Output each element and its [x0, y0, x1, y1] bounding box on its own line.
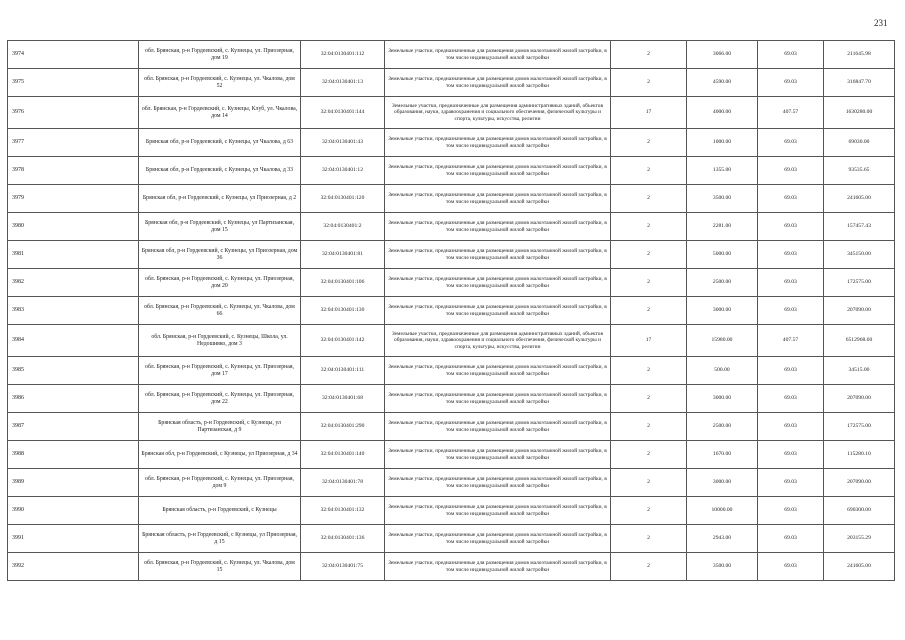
cadastral-number-cell: 32:04:0130401:75 [301, 553, 385, 581]
specific-value-cell: 69.03 [758, 185, 824, 213]
group-code-cell: 2 [611, 385, 687, 413]
address-cell: Брянская обл, р-н Гордеевский, с Кузнецы, ул Чкалова, д 63 [139, 129, 301, 157]
row-number-cell: 3977 [8, 129, 139, 157]
address-cell: обл. Брянская, р-н Гордеевский, с. Кузнецы, ул. Чкалова, дом 52 [139, 69, 301, 97]
specific-value-cell: 69.03 [758, 553, 824, 581]
group-code-cell: 2 [611, 497, 687, 525]
address-cell: обл. Брянская, р-н Гордеевский, с. Кузнецы, Клуб, ул. Чкалова, дом 14 [139, 97, 301, 129]
area-cell: 2500.00 [687, 269, 758, 297]
area-cell: 5000.00 [687, 241, 758, 269]
specific-value-cell: 69.03 [758, 385, 824, 413]
cadastral-number-cell: 32:04:0130401:290 [301, 413, 385, 441]
table-row [8, 441, 895, 469]
address-cell: Брянская область, р-н Гордеевский, с Кузнецы, ул Партизанская, д 9 [139, 413, 301, 441]
cadastral-number-cell: 32:04:0130401:144 [301, 97, 385, 129]
address-cell: Брянская обл, р-н Гордеевский, с Кузнецы, ул Приозерная, дом 36 [139, 241, 301, 269]
group-code-cell: 2 [611, 129, 687, 157]
address-cell: обл. Брянская, р-н Гордеевский, с. Кузнецы, ул. Чкалова, дом 15 [139, 553, 301, 581]
land-use-type-cell: Земельные участки, предназначенные для размещения домов малоэтажной жилой застройки, в том числе индивидуальной жилой застройки [385, 297, 611, 325]
cadastral-value-cell: 690300.00 [824, 497, 895, 525]
group-code-cell: 2 [611, 553, 687, 581]
address-cell: Брянская область, р-н Гордеевский, с Кузнецы, ул Приозерная, д 15 [139, 525, 301, 553]
land-use-type-cell: Земельные участки, предназначенные для размещения домов малоэтажной жилой застройки, в том числе индивидуальной жилой застройки [385, 469, 611, 497]
row-number-cell: 3975 [8, 69, 139, 97]
land-use-type-cell: Земельные участки, предназначенные для размещения домов малоэтажной жилой застройки, в том числе индивидуальной жилой застройки [385, 241, 611, 269]
area-cell: 500.00 [687, 357, 758, 385]
table-row [8, 525, 895, 553]
cadastral-value-cell: 34515.00 [824, 357, 895, 385]
area-cell: 1355.00 [687, 157, 758, 185]
area-cell: 3000.00 [687, 469, 758, 497]
area-cell: 15980.00 [687, 325, 758, 357]
group-code-cell: 2 [611, 41, 687, 69]
land-use-type-cell: Земельные участки, предназначенные для размещения домов малоэтажной жилой застройки, в том числе индивидуальной жилой застройки [385, 413, 611, 441]
area-cell: 1670.00 [687, 441, 758, 469]
specific-value-cell: 407.57 [758, 97, 824, 129]
cadastral-value-cell: 1630280.00 [824, 97, 895, 129]
area-cell: 3000.00 [687, 297, 758, 325]
table-row [8, 269, 895, 297]
specific-value-cell: 69.03 [758, 241, 824, 269]
address-cell: Брянская обл, р-н Гордеевский, с Кузнецы, ул Приозерная, д 2 [139, 185, 301, 213]
table-row [8, 69, 895, 97]
table-row [8, 357, 895, 385]
table-row [8, 213, 895, 241]
area-cell: 4590.00 [687, 69, 758, 97]
table-row [8, 385, 895, 413]
area-cell: 1000.00 [687, 129, 758, 157]
land-use-type-cell: Земельные участки, предназначенные для размещения домов малоэтажной жилой застройки, в том числе индивидуальной жилой застройки [385, 553, 611, 581]
specific-value-cell: 407.57 [758, 325, 824, 357]
land-use-type-cell: Земельные участки, предназначенные для размещения домов малоэтажной жилой застройки, в том числе индивидуальной жилой застройки [385, 213, 611, 241]
land-use-type-cell: Земельные участки, предназначенные для размещения домов малоэтажной жилой застройки, в том числе индивидуальной жилой застройки [385, 129, 611, 157]
row-number-cell: 3990 [8, 497, 139, 525]
group-code-cell: 2 [611, 69, 687, 97]
address-cell: обл. Брянская, р-н Гордеевский, с. Кузнецы, ул. Приозерная, дом 20 [139, 269, 301, 297]
row-number-cell: 3992 [8, 553, 139, 581]
group-code-cell: 2 [611, 413, 687, 441]
row-number-cell: 3974 [8, 41, 139, 69]
cadastral-number-cell: 32:04:0130401:2 [301, 213, 385, 241]
cadastral-number-cell: 32:04:0130401:43 [301, 129, 385, 157]
specific-value-cell: 69.03 [758, 469, 824, 497]
row-number-cell: 3979 [8, 185, 139, 213]
group-code-cell: 17 [611, 325, 687, 357]
cadastral-number-cell: 32:04:0130401:142 [301, 325, 385, 357]
address-cell: обл. Брянская, р-н Гордеевский, с. Кузнецы, ул. Чкалова, дом 66 [139, 297, 301, 325]
table-row [8, 413, 895, 441]
specific-value-cell: 69.03 [758, 41, 824, 69]
cadastral-number-cell: 32:04:0130401:140 [301, 441, 385, 469]
address-cell: обл. Брянская, р-н Гордеевский, с. Кузнецы, ул. Приозерная, дом 9 [139, 469, 301, 497]
cadastral-value-cell: 316847.70 [824, 69, 895, 97]
group-code-cell: 2 [611, 469, 687, 497]
cadastral-value-cell: 157457.43 [824, 213, 895, 241]
cadastral-number-cell: 32:04:0130401:68 [301, 385, 385, 413]
row-number-cell: 3988 [8, 441, 139, 469]
address-cell: обл. Брянская, р-н Гордеевский, с. Кузнецы, ул. Приозерная, дом 22 [139, 385, 301, 413]
row-number-cell: 3981 [8, 241, 139, 269]
row-number-cell: 3978 [8, 157, 139, 185]
land-use-type-cell: Земельные участки, предназначенные для размещения административных зданий, объектов образования, науки, здравоохранения и социального обеспечения, физической культуры и спорта, культуры, искусства, религии [385, 325, 611, 357]
land-use-type-cell: Земельные участки, предназначенные для размещения домов малоэтажной жилой застройки, в том числе индивидуальной жилой застройки [385, 385, 611, 413]
row-number-cell: 3982 [8, 269, 139, 297]
area-cell: 2281.00 [687, 213, 758, 241]
area-cell: 3000.00 [687, 385, 758, 413]
cadastral-number-cell: 32:04:0130401:120 [301, 185, 385, 213]
address-cell: Брянская область, р-н Гордеевский, с Кузнецы [139, 497, 301, 525]
area-cell: 2500.00 [687, 413, 758, 441]
table-row [8, 325, 895, 357]
area-cell: 3500.00 [687, 185, 758, 213]
specific-value-cell: 69.03 [758, 269, 824, 297]
land-use-type-cell: Земельные участки, предназначенные для размещения домов малоэтажной жилой застройки, в том числе индивидуальной жилой застройки [385, 441, 611, 469]
table-row [8, 97, 895, 129]
cadastral-number-cell: 32:04:0130401:13 [301, 69, 385, 97]
cadastral-value-cell: 241605.00 [824, 185, 895, 213]
land-use-type-cell: Земельные участки, предназначенные для размещения домов малоэтажной жилой застройки, в том числе индивидуальной жилой застройки [385, 185, 611, 213]
specific-value-cell: 69.03 [758, 297, 824, 325]
cadastral-number-cell: 32:04:0130401:106 [301, 269, 385, 297]
address-cell: Брянская обл, р-н Гордеевский, с Кузнецы, ул Приозерная, д 34 [139, 441, 301, 469]
land-use-type-cell: Земельные участки, предназначенные для размещения домов малоэтажной жилой застройки, в том числе индивидуальной жилой застройки [385, 41, 611, 69]
row-number-cell: 3986 [8, 385, 139, 413]
group-code-cell: 17 [611, 97, 687, 129]
specific-value-cell: 69.03 [758, 69, 824, 97]
cadastral-value-cell: 345150.00 [824, 241, 895, 269]
cadastral-value-cell: 172575.00 [824, 269, 895, 297]
area-cell: 3066.00 [687, 41, 758, 69]
cadastral-value-cell: 6512968.60 [824, 325, 895, 357]
table-row [8, 41, 895, 69]
cadastral-number-cell: 32:04:0130401:78 [301, 469, 385, 497]
area-cell: 10000.00 [687, 497, 758, 525]
address-cell: обл. Брянская, р-н Гордеевский, с. Кузнецы, Школа, ул. Недошивко, дом 3 [139, 325, 301, 357]
group-code-cell: 2 [611, 213, 687, 241]
area-cell: 2943.00 [687, 525, 758, 553]
table-row [8, 157, 895, 185]
area-cell: 3500.00 [687, 553, 758, 581]
group-code-cell: 2 [611, 269, 687, 297]
cadastral-value-cell: 241605.00 [824, 553, 895, 581]
land-use-type-cell: Земельные участки, предназначенные для размещения домов малоэтажной жилой застройки, в том числе индивидуальной жилой застройки [385, 269, 611, 297]
cadastral-number-cell: 32:04:0130401:111 [301, 357, 385, 385]
table-row [8, 241, 895, 269]
group-code-cell: 2 [611, 185, 687, 213]
cadastral-value-cell: 203155.29 [824, 525, 895, 553]
table-row [8, 469, 895, 497]
row-number-cell: 3984 [8, 325, 139, 357]
cadastral-value-cell: 207090.00 [824, 297, 895, 325]
cadastral-value-cell: 207090.00 [824, 469, 895, 497]
row-number-cell: 3987 [8, 413, 139, 441]
group-code-cell: 2 [611, 297, 687, 325]
cadastral-number-cell: 32:04:0130401:130 [301, 297, 385, 325]
specific-value-cell: 69.03 [758, 441, 824, 469]
address-cell: обл. Брянская, р-н Гордеевский, с. Кузнецы, ул. Приозерная, дом 19 [139, 41, 301, 69]
land-use-type-cell: Земельные участки, предназначенные для размещения домов малоэтажной жилой застройки, в том числе индивидуальной жилой застройки [385, 497, 611, 525]
land-use-type-cell: Земельные участки, предназначенные для размещения домов малоэтажной жилой застройки, в том числе индивидуальной жилой застройки [385, 357, 611, 385]
address-cell: Брянская обл, р-н Гордеевский, с Кузнецы, ул Чкалова, д 33 [139, 157, 301, 185]
address-cell: Брянская обл, р-н Гордеевский, с Кузнецы, ул Партизанская, дом 15 [139, 213, 301, 241]
table-body [8, 41, 895, 581]
cadastral-number-cell: 32:04:0130401:112 [301, 41, 385, 69]
row-number-cell: 3976 [8, 97, 139, 129]
row-number-cell: 3991 [8, 525, 139, 553]
cadastral-number-cell: 32:04:0130401:81 [301, 241, 385, 269]
group-code-cell: 2 [611, 241, 687, 269]
specific-value-cell: 69.03 [758, 525, 824, 553]
group-code-cell: 2 [611, 441, 687, 469]
group-code-cell: 2 [611, 525, 687, 553]
group-code-cell: 2 [611, 157, 687, 185]
specific-value-cell: 69.03 [758, 129, 824, 157]
specific-value-cell: 69.03 [758, 357, 824, 385]
cadastral-number-cell: 32:04:0130401:132 [301, 497, 385, 525]
land-use-type-cell: Земельные участки, предназначенные для размещения административных зданий, объектов образования, науки, здравоохранения и социального обеспечения, физической культуры и спорта, культуры, искусства, религии [385, 97, 611, 129]
cadastral-value-cell: 115280.10 [824, 441, 895, 469]
area-cell: 4000.00 [687, 97, 758, 129]
row-number-cell: 3989 [8, 469, 139, 497]
row-number-cell: 3980 [8, 213, 139, 241]
table-row [8, 297, 895, 325]
land-use-type-cell: Земельные участки, предназначенные для размещения домов малоэтажной жилой застройки, в том числе индивидуальной жилой застройки [385, 157, 611, 185]
cadastral-value-cell: 93535.65 [824, 157, 895, 185]
row-number-cell: 3985 [8, 357, 139, 385]
cadastral-number-cell: 32:04:0130401:136 [301, 525, 385, 553]
cadastral-value-cell: 207090.00 [824, 385, 895, 413]
cadastral-number-cell: 32:04:0130401:12 [301, 157, 385, 185]
specific-value-cell: 69.03 [758, 157, 824, 185]
cadastral-value-cell: 211645.98 [824, 41, 895, 69]
specific-value-cell: 69.03 [758, 413, 824, 441]
land-plots-table [7, 40, 895, 581]
group-code-cell: 2 [611, 357, 687, 385]
cadastral-value-cell: 172575.00 [824, 413, 895, 441]
table-row [8, 129, 895, 157]
table-row [8, 497, 895, 525]
land-use-type-cell: Земельные участки, предназначенные для размещения домов малоэтажной жилой застройки, в том числе индивидуальной жилой застройки [385, 525, 611, 553]
land-use-type-cell: Земельные участки, предназначенные для размещения домов малоэтажной жилой застройки, в том числе индивидуальной жилой застройки [385, 69, 611, 97]
specific-value-cell: 69.03 [758, 497, 824, 525]
page-number: 231 [874, 18, 888, 28]
specific-value-cell: 69.03 [758, 213, 824, 241]
row-number-cell: 3983 [8, 297, 139, 325]
table-row [8, 185, 895, 213]
cadastral-value-cell: 69030.00 [824, 129, 895, 157]
address-cell: обл. Брянская, р-н Гордеевский, с. Кузнецы, ул. Приозерная, дом 17 [139, 357, 301, 385]
table-row [8, 553, 895, 581]
